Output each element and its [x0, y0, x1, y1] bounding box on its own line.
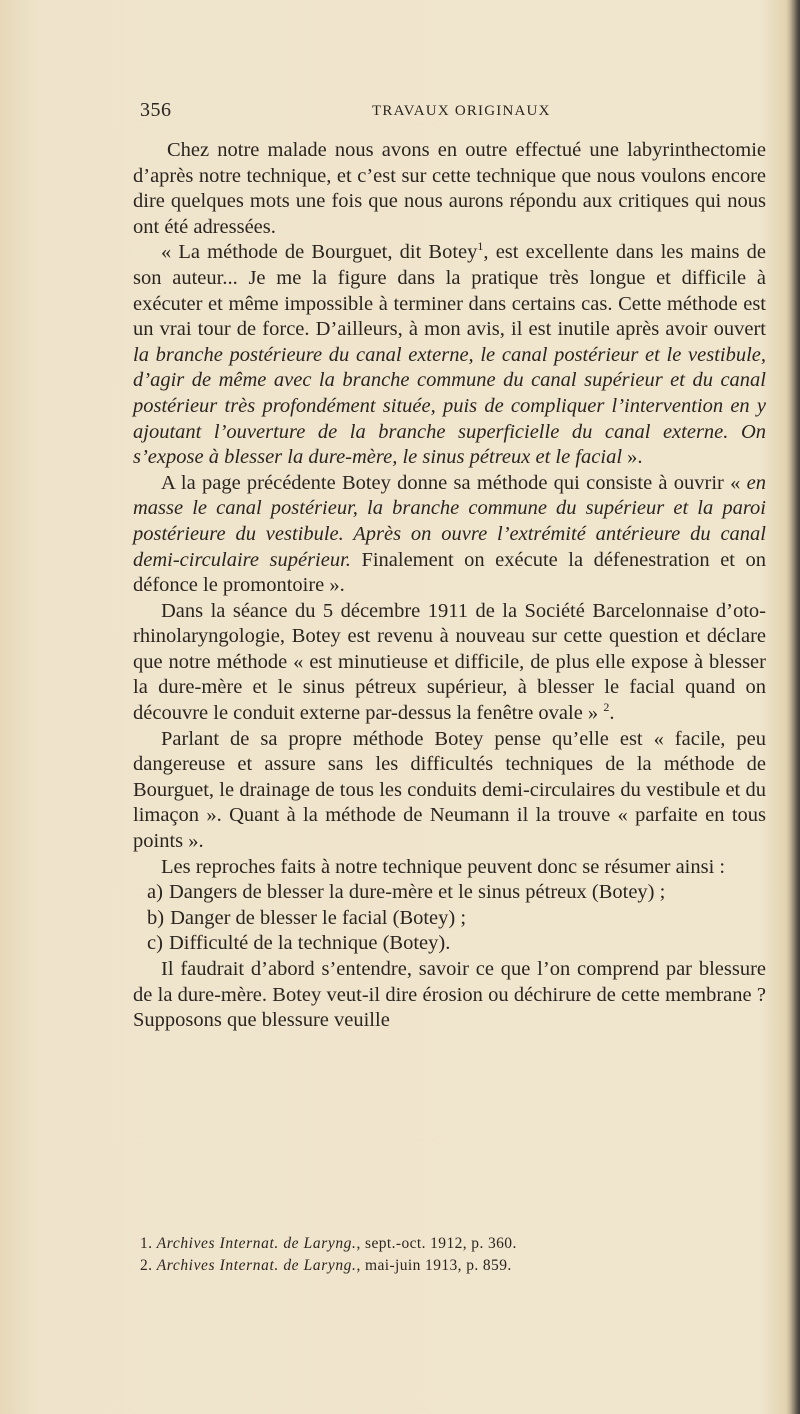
page-number: 356	[140, 99, 172, 121]
running-title: TRAVAUX ORIGINAUX	[372, 103, 551, 119]
page-header	[140, 99, 700, 125]
paragraph-4	[133, 599, 766, 727]
paragraph-2-text-a: « La méthode de Bourguet, dit Botey	[161, 241, 478, 264]
paragraph-3-italic: en masse le canal postérieur, la branche commune du supérieur et la paroi postérieure du vestibule. Après on ouvre l’extrémité antérieure du canal demi-circulaire supérieur.	[133, 471, 766, 571]
objections-list	[133, 880, 766, 957]
list-marker: c)	[147, 932, 163, 955]
footnote-number: 1.	[140, 1235, 153, 1252]
body-text	[133, 138, 766, 1034]
paragraph-4-text-b: .	[609, 702, 615, 725]
footnote-1	[140, 1233, 740, 1255]
footnote-2	[140, 1255, 740, 1277]
paragraph-2-text-b: , est excellente dans les mains de son auteur... Je me la figure dans la pratique très longue et difficile à exécuter et même impossible à terminer dans certains cas. Cette méthode est un vrai tour de force. D’ailleurs, à mon avis, il est inutile après avoir ouvert	[133, 241, 766, 341]
footnote-source: Archives Internat. de Laryng.	[156, 1235, 357, 1252]
paragraph-4-text-a: Dans la séance du 5 décembre 1911 de la Société Barcelonnaise d’oto-rhinolaryngologie, Botey est revenu à nouveau sur cette question et déclare que notre méthode « est minutieuse et difficile, de plus elle expose à blesser la dure-mère et le sinus pétreux supérieur, à blesser le facial quand on découvre le conduit externe par-dessus la fenêtre ovale »	[133, 599, 766, 725]
footnote-source: Archives Internat. de Laryng.	[156, 1257, 357, 1274]
list-item	[133, 880, 766, 906]
page-edge-shadow	[786, 0, 800, 1414]
footnote-ref-1: 1	[477, 239, 484, 254]
paragraph-2-end: ».	[622, 446, 643, 469]
list-marker: b)	[147, 906, 165, 929]
paragraph-6: Les reproches faits à notre technique peuvent donc se résumer ainsi :	[161, 855, 726, 878]
list-item	[133, 931, 766, 957]
footnotes	[140, 1233, 740, 1277]
list-marker: a)	[147, 881, 163, 904]
paragraph-3-text-a: A la page précédente Botey donne sa méthode qui consiste à ouvrir «	[161, 471, 747, 494]
footnote-details: , mai-juin 1913, p. 859.	[356, 1257, 512, 1274]
paragraph-1: Chez notre malade nous avons en outre effectué une labyrinthectomie d’après notre technique, et c’est sur cette technique que nous voulons encore dire quelques mots une fois que nous aurons répondu aux critiques qui nous ont été adressées.	[133, 139, 766, 238]
list-text: Dangers de blesser la dure-mère et le sinus pétreux (Botey) ;	[168, 881, 666, 904]
paragraph-3	[133, 471, 766, 599]
paragraph-7: Il faudrait d’abord s’entendre, savoir ce que l’on comprend par blessure de la dure-mère. Botey veut-il dire érosion ou déchirure de cette membrane ? Supposons que blessure veuille	[133, 958, 766, 1032]
footnote-ref-2: 2	[603, 700, 610, 715]
footnote-details: , sept.-oct. 1912, p. 360.	[356, 1235, 517, 1252]
list-item	[133, 906, 766, 932]
list-text: Danger de blesser le facial (Botey) ;	[170, 906, 467, 929]
paragraph-2	[133, 240, 766, 470]
paragraph-3-text-b: Finalement on exécute la défenestration et on défonce le promontoire ».	[133, 548, 766, 597]
paragraph-5: Parlant de sa propre méthode Botey pense qu’elle est « facile, peu dangereuse et assure sans les difficultés techniques de la méthode de Bourguet, le drainage de tous les conduits demi-circulaires du vestibule et du limaçon ». Quant à la méthode de Neumann il la trouve « parfaite en tous points ».	[133, 727, 766, 853]
footnote-number: 2.	[140, 1257, 153, 1274]
list-text: Difficulté de la technique (Botey).	[168, 932, 451, 955]
paragraph-2-italic: la branche postérieure du canal externe, le canal postérieur et le vestibule, d’agir de même avec la branche commune du canal supérieur et du canal postérieur très profondément située, puis de compliquer l’intervention en y ajoutant l’ouverture de la branche superficielle du canal externe. On s’expose à blesser la dure-mère, le sinus pétreux et le facial	[133, 343, 766, 469]
